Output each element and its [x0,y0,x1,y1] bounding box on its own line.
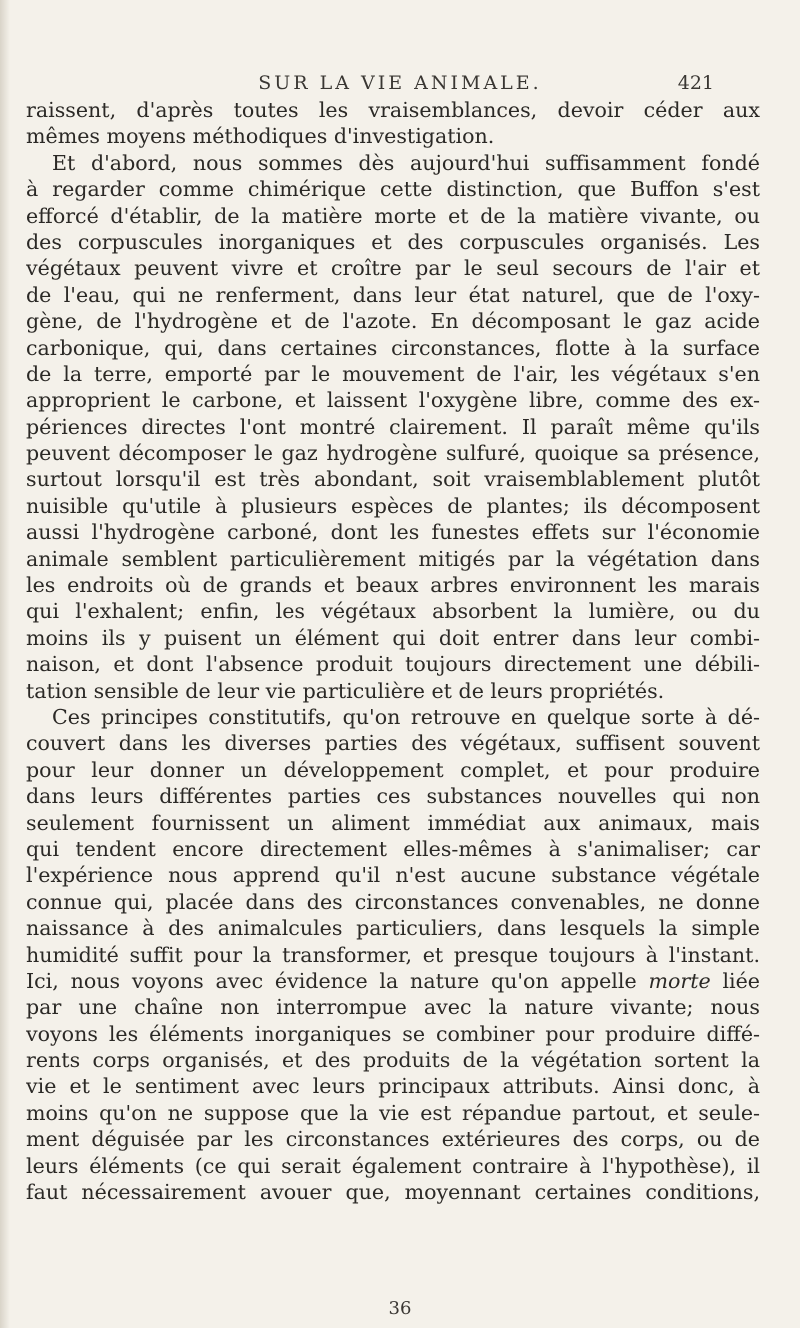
text-line: seulement fournissent un aliment immédiat aux animaux, mais [26,810,760,835]
text-line: Ici, nous voyons avec évidence la nature qu'on appelle morte liée [26,968,760,993]
text-line: animale semblent particulièrement mitigés par la végétation dans [26,546,760,571]
text-line: par une chaîne non interrompue avec la nature vivante; nous [26,995,760,1020]
text-line: dans leurs différentes parties ces substances nouvelles qui non [26,784,760,809]
text-line: naissance à des animalcules particuliers, dans lesquels la simple [26,916,760,941]
text-line: qui tendent encore directement elles-mêmes à s'animaliser; car [26,836,760,861]
text-line: Et d'abord, nous sommes dès aujourd'hui suffisamment fondé [52,150,760,175]
text-line: connue qui, placée dans des circonstances convenables, ne donne [26,889,760,914]
text-line: moins ils y puisent un élément qui doit entrer dans leur combi- [26,625,760,650]
text-line: aussi l'hydrogène carboné, dont les funestes effets sur l'économie [26,520,760,545]
text-line: peuvent décomposer le gaz hydrogène sulfuré, quoique sa présence, [26,441,760,466]
text-line: naison, et dont l'absence produit toujours directement une débili- [26,652,760,677]
text-line: qui l'exhalent; enfin, les végétaux absorbent la lumière, ou du [26,599,760,624]
text-line: leurs éléments (ce qui serait également contraire à l'hypothèse), il [26,1153,760,1178]
text-line: nuisible qu'utile à plusieurs espèces de plantes; ils décomposent [26,493,760,518]
page-number: 421 [677,72,714,94]
text-line: efforcé d'établir, de la matière morte et de la matière vivante, ou [26,203,760,228]
text-line: gène, de l'hydrogène et de l'azote. En décomposant le gaz acide [26,309,760,334]
text-line: surtout lorsqu'il est très abondant, soit vraisemblablement plutôt [26,467,760,492]
emphasized-word: morte [648,968,711,993]
text-line: des corpuscules inorganiques et des corpuscules organisés. Les [26,229,760,254]
text-line: mêmes moyens méthodiques d'investigation. [26,124,495,149]
text-line: carbonique, qui, dans certaines circonstances, flotte à la surface [26,335,760,360]
body-text [26,97,760,1205]
text-line: tation sensible de leur vie particulière et de leurs propriétés. [26,678,665,703]
text-line: couvert dans les diverses parties des végétaux, suffisent souvent [26,731,760,756]
page-gutter-shadow [0,0,10,1328]
signature-mark: 36 [388,1298,412,1319]
text-line: moins qu'on ne suppose que la vie est répandue partout, et seule- [26,1100,760,1125]
text-line: vie et le sentiment avec leurs principaux attributs. Ainsi donc, à [26,1074,760,1099]
text-line: ment déguisée par les circonstances extérieures des corps, ou de [26,1127,760,1152]
text-line: à regarder comme chimérique cette distinction, que Buffon s'est [26,177,760,202]
text-line: les endroits où de grands et beaux arbres environnent les marais [26,573,760,598]
text-line: faut nécessairement avouer que, moyennant certaines conditions, [26,1180,760,1205]
text-line: de l'eau, qui ne renferment, dans leur état naturel, que de l'oxy- [26,282,760,307]
running-title: SUR LA VIE ANIMALE. [258,72,542,94]
text-line: périences directes l'ont montré clairement. Il paraît même qu'ils [26,414,760,439]
text-line: de la terre, emporté par le mouvement de l'air, les végétaux s'en [26,361,760,386]
text-line: l'expérience nous apprend qu'il n'est aucune substance végétale [26,863,760,888]
text-line: Ces principes constitutifs, qu'on retrouve en quelque sorte à dé- [52,704,760,729]
text-line: rents corps organisés, et des produits de la végétation sortent la [26,1048,760,1073]
text-line: végétaux peuvent vivre et croître par le seul secours de l'air et [26,256,760,281]
text-line: pour leur donner un développement complet, et pour produire [26,757,760,782]
text-line: raissent, d'après toutes les vraisemblances, devoir céder aux [26,98,760,122]
text-line: humidité suffit pour la transformer, et presque toujours à l'instant. [26,942,760,967]
text-line: voyons les éléments inorganiques se combiner pour produire diffé- [26,1021,760,1046]
text-line: approprient le carbone, et laissent l'oxygène libre, comme des ex- [26,388,760,413]
